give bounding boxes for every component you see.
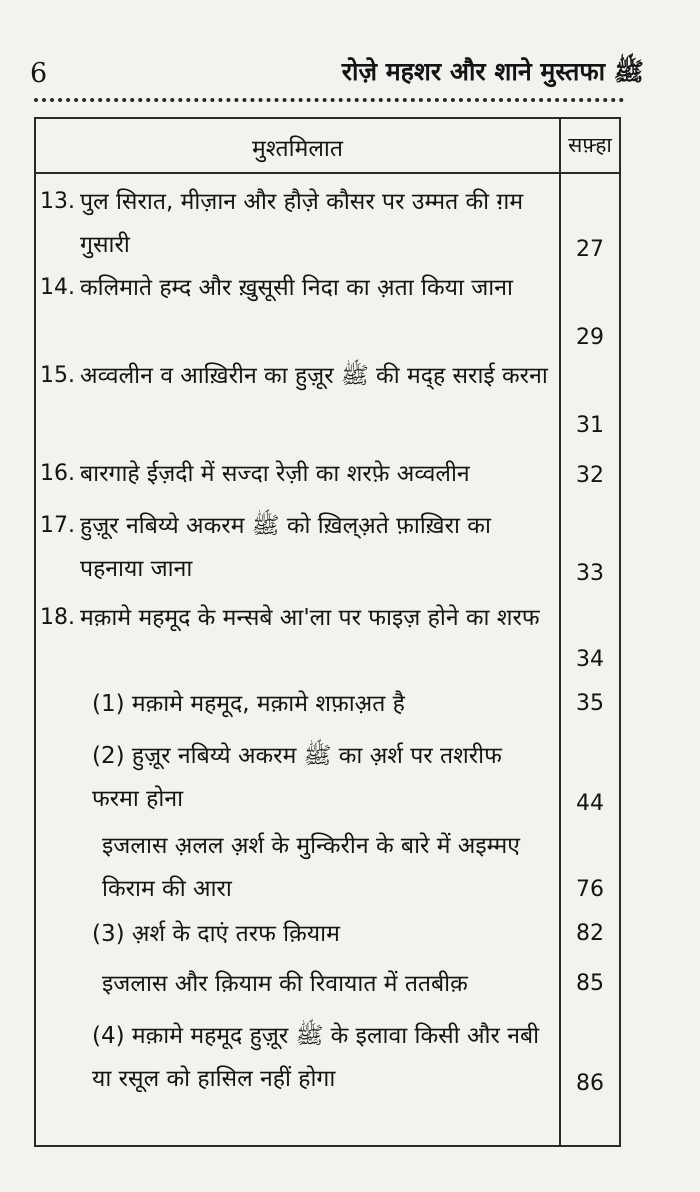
row-number: 17. bbox=[40, 513, 75, 538]
row-page: 27 bbox=[576, 237, 604, 262]
row-number: 16. bbox=[40, 461, 75, 486]
page-column-header: सफ़्हा bbox=[568, 133, 612, 157]
page-number: 6 bbox=[30, 58, 48, 89]
row-page: 35 bbox=[576, 691, 604, 716]
header-divider bbox=[36, 172, 619, 174]
row-page: 31 bbox=[576, 413, 604, 438]
row-page: 32 bbox=[576, 463, 604, 488]
row-number: 15. bbox=[40, 363, 75, 388]
row-title: (3) अ़र्श के दाएं तरफ क़ियाम bbox=[92, 921, 340, 947]
row-number: 14. bbox=[40, 275, 75, 300]
contents-table bbox=[34, 117, 621, 1147]
row-page: 76 bbox=[576, 877, 604, 902]
row-page: 34 bbox=[576, 647, 604, 672]
row-title: इजलास और क़ियाम की रिवायात में ततबीक़ bbox=[102, 971, 468, 997]
row-title: कलिमाते हम्द और ख़ुसूसी निदा का अ़ता किया जाना bbox=[80, 275, 513, 301]
running-title: रोज़े महशर और शाने मुस्तफा ﷺ bbox=[341, 57, 644, 86]
row-title: बारगाहे ईज़दी में सज्दा रेज़ी का शरफ़े अव्वलीन bbox=[80, 461, 470, 487]
row-page: 33 bbox=[576, 561, 604, 586]
row-number: 18. bbox=[40, 605, 75, 630]
row-title: इजलास अ़लल अ़र्श के मुन्किरीन के बारे में अइम्मए किराम की आरा bbox=[102, 833, 521, 902]
row-page: 29 bbox=[576, 325, 604, 350]
row-number: 13. bbox=[40, 189, 75, 214]
row-title: (1) मक़ामे महमूद, मक़ामे शफ़ाअ़त है bbox=[92, 691, 405, 717]
contents-column-header: मुश्तमिलात bbox=[251, 136, 343, 162]
row-title: (2) हुज़ूर नबिय्ये अकरम ﷺ का अ़र्श पर तशरीफ फरमा होना bbox=[92, 743, 502, 812]
row-title: हुज़ूर नबिय्ये अकरम ﷺ को ख़िल्अ़ते फ़ाख़िरा का पहनाया जाना bbox=[80, 513, 491, 582]
row-title: मक़ामे महमूद के मन्सबे आ'ला पर फाइज़ होने का शरफ bbox=[80, 605, 540, 631]
row-title: अव्वलीन व आख़िरीन का हुज़ूर ﷺ की मद्‌ह सराई करना bbox=[80, 363, 548, 389]
row-title: पुल सिरात, मीज़ान और हौज़े कौसर पर उम्मत की ग़म गुसारी bbox=[80, 189, 524, 258]
row-page: 85 bbox=[576, 971, 604, 996]
row-page: 86 bbox=[576, 1071, 604, 1096]
header-dotted-rule bbox=[34, 98, 624, 102]
row-page: 82 bbox=[576, 921, 604, 946]
row-title: (4) मक़ामे महमूद हुज़ूर ﷺ के इलावा किसी और नबी या रसूल को हासिल नहीं होगा bbox=[92, 1023, 540, 1092]
row-page: 44 bbox=[576, 791, 604, 816]
